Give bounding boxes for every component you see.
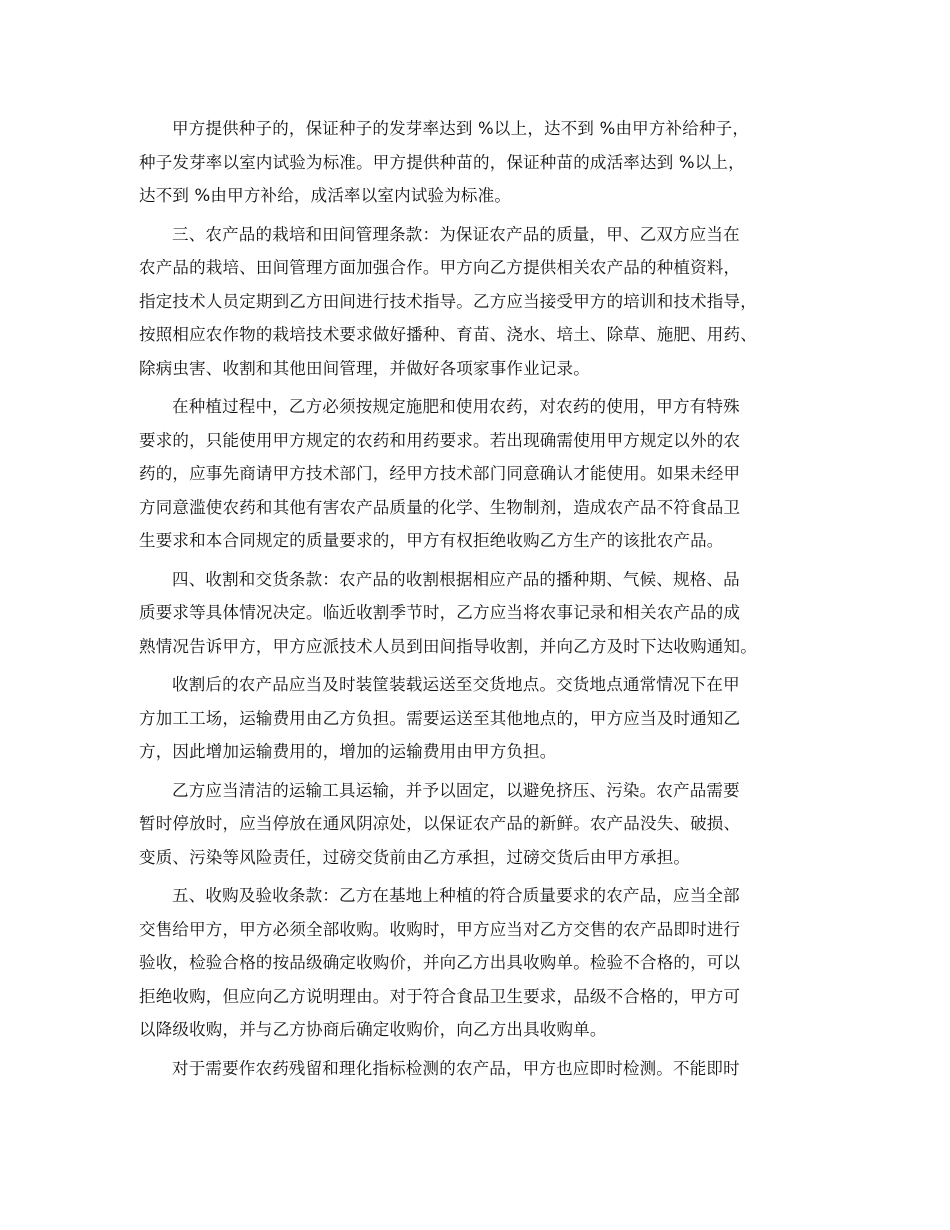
document-body: [139, 112, 819, 1090]
paragraph-transport-risk: 乙方应当清洁的运输工具运输，并予以固定，以避免挤压、污染。农产品需要 暂时停放时，应当停放在通风阴凉处，以保证农产品的新鲜。农产品没失、破损、 变质、污染等风险责任，过磅交货前由乙方承担，过磅交货后由甲方承担。: [139, 780, 741, 867]
paragraph-harvest-delivery: 四、收割和交货条款：农产品的收割根据相应产品的播种期、气候、规格、品 质要求等具体情况决定。临近收割季节时，乙方应当将农事记录和相关农产品的成 熟情况告诉甲方，甲方应派技术人员到田间指导收割，并向乙方及时下达收购通知。: [139, 569, 757, 656]
paragraph-seed-guarantee: 甲方提供种子的，保证种子的发芽率达到 %以上，达不到 %由甲方补给种子， 种子发芽率以室内试验为标准。甲方提供种苗的，保证种苗的成活率达到 %以上， 达不到 %由甲方补给，成活率以室内试验为标准。: [139, 119, 750, 205]
paragraph-cultivation-management: 三、农产品的栽培和田间管理条款：为保证农产品的质量，甲、乙双方应当在 农产品的栽培、田间管理方面加强合作。甲方向乙方提供相关农产品的种植资料， 指定技术人员定期到乙方田间进行技术指导。乙方应当接受甲方的培训和技术指导， 按照相应农作物的栽培技术要求做好播种、育苗、浇水、培土、除草、施肥、用药、 除病虫害、收割和其他田间管理，并做好各项家事作业记录。: [139, 224, 757, 378]
paragraph-pesticide-use: 在种植过程中，乙方必须按规定施肥和使用农药，对农药的使用，甲方有特殊 要求的，只能使用甲方规定的农药和用药要求。若出现确需使用甲方规定以外的农 药的，应事先商请甲方技术部门，经甲方技术部门同意确认才能使用。如果未经甲 方同意滥使农药和其他有害农产品质量的化学、生物制剂，造成农产品不符食品卫 生要求和本合同规定的质量要求的，甲方有权拒绝收购乙方生产的该批农产品。: [139, 397, 741, 550]
paragraph-purchase-acceptance: 五、收购及验收条款：乙方在基地上种植的符合质量要求的农产品，应当全部 交售给甲方，甲方必须全部收购。收购时，甲方应当对乙方交售的农产品即时进行 验收，检验合格的按品级确定收购价，并向乙方出具收购单。检验不合格的，可以 拒绝收购，但应向乙方说明理由。对于符合食品卫生要求，品级不合格的，甲方可 以降级收购，并与乙方协商后确定收购价，向乙方出具收购单。: [139, 886, 741, 1039]
paragraph-delivery-location: 收割后的农产品应当及时装筐装载运送至交货地点。交货地点通常情况下在甲 方加工工场，运输费用由乙方负担。需要运送至其他地点的，甲方应当及时通知乙 方，因此增加运输费用的，增加的运输费用由甲方负担。: [139, 675, 741, 761]
paragraph-residue-testing: 对于需要作农药残留和理化指标检测的农产品，甲方也应即时检测。不能即时: [172, 1058, 740, 1078]
